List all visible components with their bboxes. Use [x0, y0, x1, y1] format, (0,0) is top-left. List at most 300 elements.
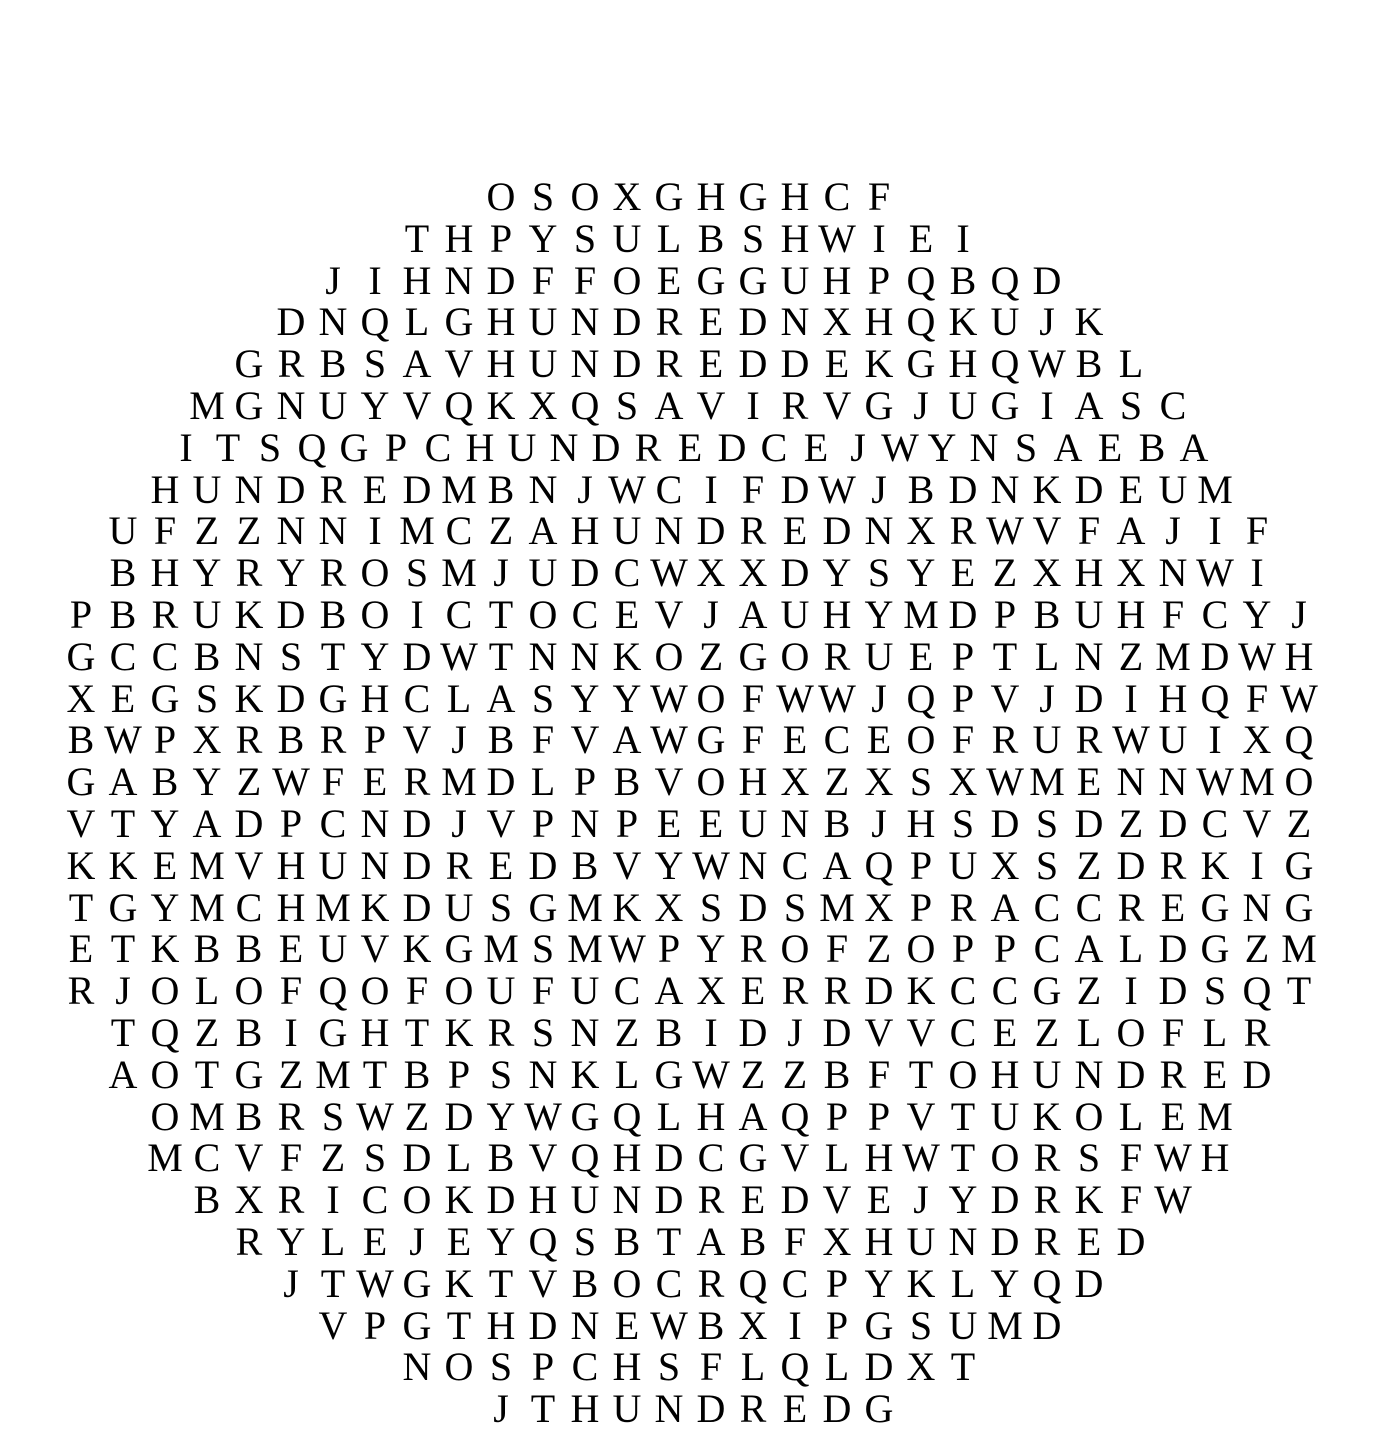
grid-letter[interactable]: D	[1074, 1260, 1104, 1306]
grid-letter[interactable]: R	[739, 926, 767, 972]
grid-letter[interactable]: D	[1200, 633, 1230, 679]
grid-letter[interactable]: P	[909, 842, 933, 888]
grid-letter[interactable]: H	[570, 1386, 600, 1431]
grid-letter[interactable]: K	[444, 1177, 474, 1223]
grid-letter[interactable]: D	[570, 550, 600, 596]
grid-letter[interactable]: O	[528, 591, 558, 637]
grid-letter[interactable]: H	[150, 550, 180, 596]
grid-letter[interactable]: F	[741, 675, 765, 721]
grid-letter[interactable]: M	[441, 550, 477, 596]
grid-letter[interactable]: R	[235, 717, 263, 763]
grid-letter[interactable]: K	[570, 1051, 600, 1097]
grid-letter[interactable]: G	[150, 675, 180, 721]
grid-letter[interactable]: F	[321, 759, 345, 805]
grid-letter[interactable]: C	[235, 884, 263, 930]
grid-letter[interactable]: N	[318, 299, 348, 345]
grid-letter[interactable]: Q	[990, 341, 1020, 387]
grid-letter[interactable]: G	[234, 1051, 264, 1097]
grid-letter[interactable]: E	[152, 842, 178, 888]
grid-letter[interactable]: D	[1032, 1302, 1062, 1348]
grid-letter[interactable]: A	[528, 508, 558, 554]
grid-letter[interactable]: W	[818, 215, 856, 261]
grid-letter[interactable]: L	[824, 1344, 850, 1390]
grid-letter[interactable]: D	[822, 1009, 852, 1055]
grid-letter[interactable]: G	[864, 1386, 894, 1431]
grid-letter[interactable]: H	[276, 884, 306, 930]
grid-letter[interactable]: D	[1074, 800, 1104, 846]
grid-letter[interactable]: U	[318, 926, 348, 972]
grid-letter[interactable]: D	[528, 842, 558, 888]
grid-letter[interactable]: U	[528, 299, 558, 345]
grid-letter[interactable]: M	[987, 1302, 1023, 1348]
grid-letter[interactable]: Y	[696, 926, 726, 972]
grid-letter[interactable]: T	[488, 1260, 514, 1306]
grid-letter[interactable]: O	[360, 591, 390, 637]
grid-letter[interactable]: T	[908, 1051, 934, 1097]
grid-letter[interactable]: W	[1112, 717, 1150, 763]
grid-letter[interactable]: Z	[278, 1051, 304, 1097]
grid-letter[interactable]: J	[787, 1009, 803, 1055]
grid-letter[interactable]: C	[1201, 591, 1229, 637]
grid-letter[interactable]: F	[153, 508, 177, 554]
grid-letter[interactable]: X	[192, 717, 222, 763]
grid-letter[interactable]: S	[363, 341, 387, 387]
grid-letter[interactable]: E	[656, 800, 682, 846]
grid-letter[interactable]: R	[235, 1218, 263, 1264]
grid-letter[interactable]: J	[493, 1386, 509, 1431]
grid-letter[interactable]: U	[1158, 466, 1188, 512]
grid-letter[interactable]: I	[746, 382, 760, 428]
grid-letter[interactable]: V	[528, 1135, 558, 1181]
grid-letter[interactable]: H	[486, 299, 516, 345]
grid-letter[interactable]: M	[441, 759, 477, 805]
grid-letter[interactable]: M	[567, 884, 603, 930]
grid-letter[interactable]: I	[704, 1009, 718, 1055]
grid-letter[interactable]: P	[531, 800, 555, 846]
grid-letter[interactable]: J	[451, 717, 467, 763]
grid-letter[interactable]: N	[570, 1009, 600, 1055]
grid-letter[interactable]: A	[738, 591, 768, 637]
grid-letter[interactable]: Y	[570, 675, 600, 721]
grid-letter[interactable]: K	[444, 1009, 474, 1055]
grid-letter[interactable]: L	[656, 1093, 682, 1139]
grid-letter[interactable]: W	[356, 1093, 394, 1139]
grid-letter[interactable]: Y	[360, 382, 390, 428]
grid-letter[interactable]: P	[657, 926, 681, 972]
grid-letter[interactable]: P	[951, 675, 975, 721]
grid-letter[interactable]: Z	[1118, 800, 1144, 846]
grid-letter[interactable]: E	[1202, 1051, 1228, 1097]
grid-letter[interactable]: U	[486, 968, 516, 1014]
grid-letter[interactable]: W	[776, 675, 814, 721]
grid-letter[interactable]: N	[444, 257, 474, 303]
grid-letter[interactable]: E	[1076, 759, 1102, 805]
grid-letter[interactable]: X	[1032, 550, 1062, 596]
grid-letter[interactable]: F	[951, 717, 975, 763]
grid-letter[interactable]: S	[1035, 842, 1059, 888]
grid-letter[interactable]: N	[570, 800, 600, 846]
grid-letter[interactable]: H	[906, 800, 936, 846]
grid-letter[interactable]: O	[780, 926, 810, 972]
grid-letter[interactable]: E	[698, 341, 724, 387]
grid-letter[interactable]: X	[822, 299, 852, 345]
grid-letter[interactable]: D	[780, 1177, 810, 1223]
grid-letter[interactable]: L	[1202, 1009, 1228, 1055]
grid-letter[interactable]: B	[571, 842, 599, 888]
grid-letter[interactable]: O	[360, 968, 390, 1014]
grid-letter[interactable]: G	[66, 633, 96, 679]
grid-letter[interactable]: E	[698, 800, 724, 846]
grid-letter[interactable]: S	[783, 884, 807, 930]
grid-letter[interactable]: Z	[1286, 800, 1312, 846]
grid-letter[interactable]: S	[1035, 800, 1059, 846]
grid-letter[interactable]: G	[444, 926, 474, 972]
grid-letter[interactable]: N	[990, 466, 1020, 512]
grid-letter[interactable]: X	[234, 1177, 264, 1223]
grid-letter[interactable]: X	[822, 1218, 852, 1264]
grid-letter[interactable]: C	[424, 424, 452, 470]
grid-letter[interactable]: O	[360, 550, 390, 596]
grid-letter[interactable]: U	[990, 1093, 1020, 1139]
grid-letter[interactable]: B	[823, 1051, 851, 1097]
grid-letter[interactable]: T	[656, 1218, 682, 1264]
grid-letter[interactable]: H	[780, 215, 810, 261]
grid-letter[interactable]: C	[1075, 884, 1103, 930]
grid-letter[interactable]: D	[402, 800, 432, 846]
grid-letter[interactable]: G	[738, 174, 768, 219]
grid-letter[interactable]: X	[1116, 550, 1146, 596]
grid-letter[interactable]: S	[699, 884, 723, 930]
grid-letter[interactable]: L	[1118, 341, 1144, 387]
grid-letter[interactable]: O	[150, 968, 180, 1014]
grid-letter[interactable]: B	[655, 1009, 683, 1055]
grid-letter[interactable]: D	[444, 1093, 474, 1139]
grid-letter[interactable]: I	[326, 1177, 340, 1223]
grid-letter[interactable]: N	[234, 466, 264, 512]
grid-letter[interactable]: E	[782, 508, 808, 554]
grid-letter[interactable]: R	[655, 341, 683, 387]
grid-letter[interactable]: F	[783, 1218, 807, 1264]
grid-letter[interactable]: Z	[740, 1051, 766, 1097]
grid-letter[interactable]: D	[1116, 1051, 1146, 1097]
grid-letter[interactable]: M	[1029, 759, 1065, 805]
grid-letter[interactable]: W	[818, 466, 856, 512]
grid-letter[interactable]: Q	[318, 968, 348, 1014]
grid-letter[interactable]: X	[864, 759, 894, 805]
grid-letter[interactable]: E	[698, 299, 724, 345]
grid-letter[interactable]: J	[325, 257, 341, 303]
grid-letter[interactable]: T	[215, 424, 241, 470]
grid-letter[interactable]: M	[315, 1051, 351, 1097]
grid-letter[interactable]: K	[948, 299, 978, 345]
grid-letter[interactable]: B	[193, 1177, 221, 1223]
grid-letter[interactable]: B	[613, 1218, 641, 1264]
grid-letter[interactable]: I	[872, 215, 886, 261]
grid-letter[interactable]: O	[444, 1344, 474, 1390]
grid-letter[interactable]: W	[1028, 341, 1066, 387]
grid-letter[interactable]: U	[1158, 717, 1188, 763]
grid-letter[interactable]: H	[360, 1009, 390, 1055]
grid-letter[interactable]: N	[234, 633, 264, 679]
grid-letter[interactable]: V	[906, 1093, 936, 1139]
grid-letter[interactable]: O	[696, 675, 726, 721]
grid-letter[interactable]: E	[677, 424, 703, 470]
grid-letter[interactable]: N	[1158, 550, 1188, 596]
grid-letter[interactable]: S	[489, 1344, 513, 1390]
grid-letter[interactable]: P	[993, 591, 1017, 637]
grid-letter[interactable]: P	[363, 717, 387, 763]
grid-letter[interactable]: V	[1032, 508, 1062, 554]
grid-letter[interactable]: S	[909, 1302, 933, 1348]
grid-letter[interactable]: M	[441, 466, 477, 512]
grid-letter[interactable]: A	[1179, 424, 1209, 470]
grid-letter[interactable]: L	[530, 759, 556, 805]
grid-letter[interactable]: C	[823, 717, 851, 763]
grid-letter[interactable]: N	[780, 299, 810, 345]
grid-letter[interactable]: R	[277, 341, 305, 387]
grid-letter[interactable]: T	[446, 1302, 472, 1348]
grid-letter[interactable]: E	[656, 257, 682, 303]
grid-letter[interactable]: Y	[1242, 591, 1272, 637]
grid-letter[interactable]: G	[738, 633, 768, 679]
grid-letter[interactable]: A	[108, 1051, 138, 1097]
grid-letter[interactable]: U	[990, 299, 1020, 345]
grid-letter[interactable]: K	[402, 926, 432, 972]
grid-letter[interactable]: A	[696, 1218, 726, 1264]
grid-letter[interactable]: N	[1074, 1051, 1104, 1097]
grid-letter[interactable]: W	[104, 717, 142, 763]
grid-letter[interactable]: F	[573, 257, 597, 303]
grid-letter[interactable]: L	[446, 675, 472, 721]
grid-letter[interactable]: B	[403, 1051, 431, 1097]
grid-letter[interactable]: T	[950, 1093, 976, 1139]
grid-letter[interactable]: U	[192, 591, 222, 637]
grid-letter[interactable]: G	[906, 341, 936, 387]
grid-letter[interactable]: T	[320, 1260, 346, 1306]
grid-letter[interactable]: V	[570, 717, 600, 763]
grid-letter[interactable]: A	[108, 759, 138, 805]
grid-letter[interactable]: S	[531, 926, 555, 972]
grid-letter[interactable]: F	[825, 926, 849, 972]
grid-letter[interactable]: Z	[824, 759, 850, 805]
grid-letter[interactable]: G	[864, 1302, 894, 1348]
grid-letter[interactable]: N	[276, 382, 306, 428]
grid-letter[interactable]: R	[697, 1260, 725, 1306]
grid-letter[interactable]: E	[362, 1218, 388, 1264]
grid-letter[interactable]: E	[1160, 884, 1186, 930]
grid-letter[interactable]: K	[1074, 299, 1104, 345]
grid-letter[interactable]: U	[948, 842, 978, 888]
grid-letter[interactable]: T	[68, 884, 94, 930]
grid-letter[interactable]: E	[866, 1177, 892, 1223]
grid-letter[interactable]: V	[66, 800, 96, 846]
grid-letter[interactable]: C	[151, 633, 179, 679]
grid-letter[interactable]: T	[110, 800, 136, 846]
grid-letter[interactable]: P	[825, 1302, 849, 1348]
grid-letter[interactable]: B	[1138, 424, 1166, 470]
grid-letter[interactable]: R	[739, 508, 767, 554]
grid-letter[interactable]: A	[654, 968, 684, 1014]
grid-letter[interactable]: J	[1039, 675, 1055, 721]
grid-letter[interactable]: R	[949, 884, 977, 930]
grid-letter[interactable]: O	[150, 1051, 180, 1097]
grid-letter[interactable]: W	[608, 926, 646, 972]
grid-letter[interactable]: G	[1200, 926, 1230, 972]
grid-letter[interactable]: O	[906, 926, 936, 972]
grid-letter[interactable]: R	[235, 550, 263, 596]
grid-letter[interactable]: J	[913, 1177, 929, 1223]
grid-letter[interactable]: U	[528, 341, 558, 387]
grid-letter[interactable]: N	[528, 466, 558, 512]
grid-letter[interactable]: H	[864, 299, 894, 345]
grid-letter[interactable]: D	[486, 257, 516, 303]
grid-letter[interactable]: A	[192, 800, 222, 846]
grid-letter[interactable]: D	[1116, 842, 1146, 888]
grid-letter[interactable]: E	[278, 926, 304, 972]
grid-letter[interactable]: V	[1242, 800, 1272, 846]
grid-letter[interactable]: Z	[236, 759, 262, 805]
grid-letter[interactable]: C	[613, 968, 641, 1014]
grid-letter[interactable]: R	[949, 508, 977, 554]
grid-letter[interactable]: Q	[1032, 1260, 1062, 1306]
grid-letter[interactable]: V	[906, 1009, 936, 1055]
grid-letter[interactable]: K	[360, 884, 390, 930]
grid-letter[interactable]: L	[1076, 1009, 1102, 1055]
grid-letter[interactable]: F	[531, 257, 555, 303]
grid-letter[interactable]: O	[1116, 1009, 1146, 1055]
grid-letter[interactable]: Z	[404, 1093, 430, 1139]
grid-letter[interactable]: Y	[192, 550, 222, 596]
grid-letter[interactable]: K	[612, 633, 642, 679]
grid-letter[interactable]: N	[654, 1386, 684, 1431]
grid-letter[interactable]: P	[951, 926, 975, 972]
grid-letter[interactable]: J	[703, 591, 719, 637]
grid-letter[interactable]: A	[1074, 926, 1104, 972]
grid-letter[interactable]: E	[908, 215, 934, 261]
grid-letter[interactable]: H	[864, 1218, 894, 1264]
grid-letter[interactable]: D	[822, 508, 852, 554]
grid-letter[interactable]: S	[573, 215, 597, 261]
grid-letter[interactable]: A	[486, 675, 516, 721]
grid-letter[interactable]: R	[319, 466, 347, 512]
grid-letter[interactable]: P	[825, 1093, 849, 1139]
grid-letter[interactable]: S	[405, 550, 429, 596]
grid-letter[interactable]: T	[488, 633, 514, 679]
grid-letter[interactable]: U	[1032, 1051, 1062, 1097]
grid-letter[interactable]: K	[906, 968, 936, 1014]
grid-letter[interactable]: Y	[864, 591, 894, 637]
grid-letter[interactable]: M	[315, 884, 351, 930]
grid-letter[interactable]: Z	[866, 926, 892, 972]
grid-letter[interactable]: Q	[1284, 717, 1314, 763]
grid-letter[interactable]: N	[654, 508, 684, 554]
grid-letter[interactable]: B	[949, 257, 977, 303]
grid-letter[interactable]: F	[1119, 1135, 1143, 1181]
grid-letter[interactable]: A	[1116, 508, 1146, 554]
grid-letter[interactable]: N	[549, 424, 579, 470]
grid-letter[interactable]: P	[531, 1344, 555, 1390]
grid-letter[interactable]: P	[615, 800, 639, 846]
grid-letter[interactable]: R	[823, 968, 851, 1014]
grid-letter[interactable]: U	[1032, 717, 1062, 763]
grid-letter[interactable]: C	[1033, 884, 1061, 930]
grid-letter[interactable]: K	[234, 591, 264, 637]
grid-letter[interactable]: W	[1196, 759, 1234, 805]
grid-letter[interactable]: F	[867, 1051, 891, 1097]
grid-letter[interactable]: X	[696, 550, 726, 596]
grid-letter[interactable]: N	[276, 508, 306, 554]
grid-letter[interactable]: V	[822, 382, 852, 428]
grid-letter[interactable]: G	[402, 1302, 432, 1348]
grid-letter[interactable]: N	[780, 800, 810, 846]
grid-letter[interactable]: I	[410, 591, 424, 637]
grid-letter[interactable]: D	[948, 466, 978, 512]
grid-letter[interactable]: H	[465, 424, 495, 470]
grid-letter[interactable]: T	[992, 633, 1018, 679]
grid-letter[interactable]: W	[692, 842, 730, 888]
grid-letter[interactable]: N	[570, 1302, 600, 1348]
grid-letter[interactable]: V	[780, 1135, 810, 1181]
grid-letter[interactable]: Y	[150, 800, 180, 846]
grid-letter[interactable]: C	[655, 1260, 683, 1306]
grid-letter[interactable]: Y	[948, 1177, 978, 1223]
grid-letter[interactable]: Y	[528, 215, 558, 261]
grid-letter[interactable]: R	[781, 968, 809, 1014]
grid-letter[interactable]: R	[319, 717, 347, 763]
grid-letter[interactable]: L	[1034, 633, 1060, 679]
grid-letter[interactable]: T	[488, 591, 514, 637]
grid-letter[interactable]: J	[871, 466, 887, 512]
grid-letter[interactable]: F	[699, 1344, 723, 1390]
grid-letter[interactable]: K	[108, 842, 138, 888]
grid-letter[interactable]: H	[276, 842, 306, 888]
grid-letter[interactable]: W	[986, 759, 1024, 805]
grid-letter[interactable]: W	[650, 550, 688, 596]
grid-letter[interactable]: H	[612, 1135, 642, 1181]
grid-letter[interactable]: V	[528, 1260, 558, 1306]
grid-letter[interactable]: O	[906, 717, 936, 763]
grid-letter[interactable]: D	[591, 424, 621, 470]
grid-letter[interactable]: S	[909, 759, 933, 805]
grid-letter[interactable]: Q	[906, 257, 936, 303]
grid-letter[interactable]: H	[570, 508, 600, 554]
grid-letter[interactable]: D	[1074, 466, 1104, 512]
grid-letter[interactable]: N	[1074, 633, 1104, 679]
grid-letter[interactable]: S	[531, 675, 555, 721]
grid-letter[interactable]: O	[402, 1177, 432, 1223]
grid-letter[interactable]: M	[147, 1135, 183, 1181]
grid-letter[interactable]: C	[571, 591, 599, 637]
grid-letter[interactable]: L	[824, 1135, 850, 1181]
grid-letter[interactable]: D	[654, 1135, 684, 1181]
grid-letter[interactable]: D	[822, 1386, 852, 1431]
grid-letter[interactable]: T	[950, 1344, 976, 1390]
grid-letter[interactable]: C	[361, 1177, 389, 1223]
grid-letter[interactable]: H	[1200, 1135, 1230, 1181]
grid-letter[interactable]: P	[279, 800, 303, 846]
grid-letter[interactable]: M	[189, 1093, 225, 1139]
grid-letter[interactable]: Z	[320, 1135, 346, 1181]
grid-letter[interactable]: U	[612, 1386, 642, 1431]
grid-letter[interactable]: S	[573, 1218, 597, 1264]
grid-letter[interactable]: G	[234, 382, 264, 428]
grid-letter[interactable]: X	[654, 884, 684, 930]
grid-letter[interactable]: I	[1040, 382, 1054, 428]
grid-letter[interactable]: R	[1075, 717, 1103, 763]
grid-letter[interactable]: Z	[614, 1009, 640, 1055]
grid-letter[interactable]: A	[1053, 424, 1083, 470]
grid-letter[interactable]: B	[319, 591, 347, 637]
